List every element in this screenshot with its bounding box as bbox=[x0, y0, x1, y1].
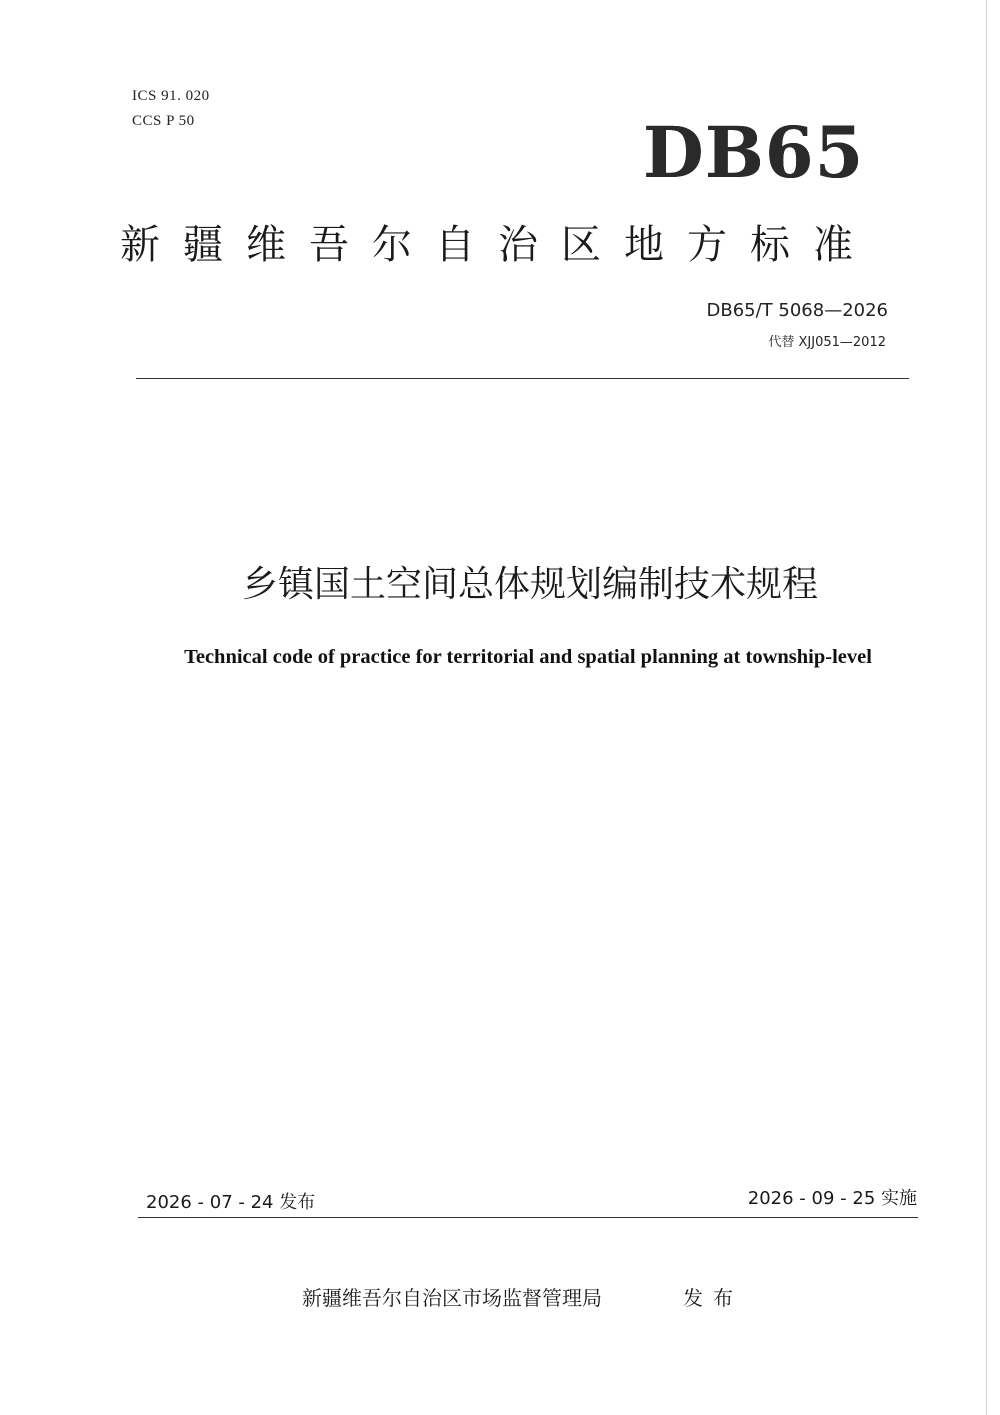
page-edge-line bbox=[986, 0, 987, 1415]
footer-divider bbox=[138, 1217, 918, 1218]
db65-logo: DB65 bbox=[643, 111, 865, 194]
issuing-authority: 新疆维吾尔自治区市场监督管理局 bbox=[302, 1286, 602, 1310]
header-divider bbox=[136, 378, 909, 379]
ccs-code: CCS P 50 bbox=[132, 113, 195, 129]
implementation-date: 2026 - 09 - 25 实施 bbox=[747, 1188, 917, 1209]
replaces-standard: 代替 XJJ051—2012 bbox=[768, 335, 886, 350]
document-title-en: Technical code of practice for territorial and spatial planning at township-level bbox=[184, 646, 872, 668]
document-title-cn: 乡镇国土空间总体规划编制技术规程 bbox=[241, 564, 818, 605]
publish-date: 2026 - 07 - 24 发布 bbox=[146, 1192, 316, 1213]
standard-number: DB65/T 5068—2026 bbox=[706, 300, 888, 321]
ics-code: ICS 91. 020 bbox=[132, 88, 210, 104]
issue-label: 发布 bbox=[683, 1286, 743, 1310]
standard-category-title: 新疆维吾尔自治区地方标准 bbox=[120, 222, 876, 268]
